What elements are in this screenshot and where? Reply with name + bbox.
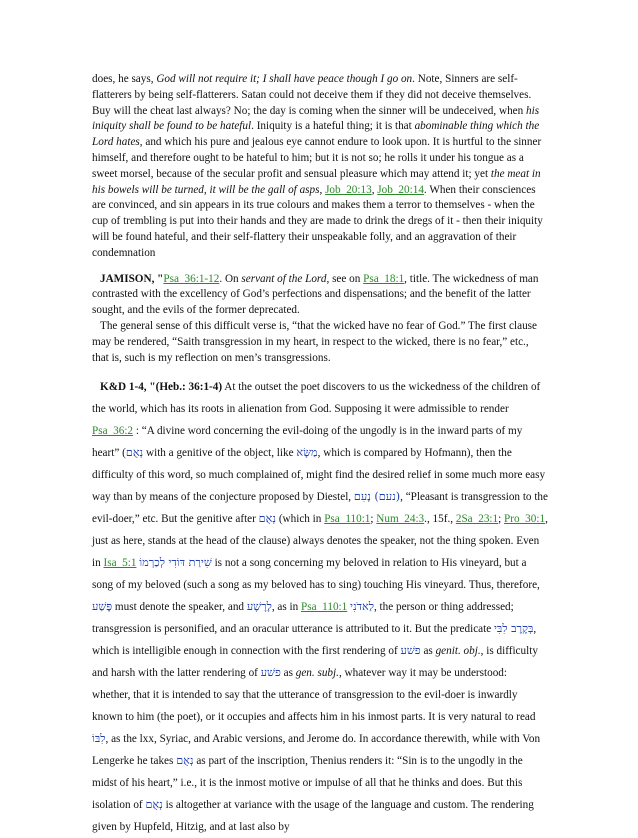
hebrew-word: נְאֻם bbox=[258, 512, 277, 526]
commentary-paragraph-henry bbox=[92, 72, 548, 262]
italic-text: servant of the Lord, bbox=[241, 272, 330, 285]
hebrew-word: מַשָּׂא bbox=[296, 446, 318, 460]
body-text: (which in bbox=[276, 513, 325, 526]
hebrew-word: לָרָשָׁע bbox=[246, 600, 272, 614]
body-text: ; bbox=[498, 513, 505, 526]
body-text: with a genitive of the object, like bbox=[143, 447, 297, 460]
scripture-reference-link[interactable]: Psa_36:1-12 bbox=[163, 272, 220, 285]
body-text: The general sense of this difficult verse is, “that the wicked have no fear of God.” The first clause may be rendered, “Saith transgression in my heart, in respect to the wicked, there is no fear,” etc., that is, such is my reflection on men’s transgressions. bbox=[92, 319, 537, 364]
body-text: ., 15f., bbox=[424, 513, 456, 526]
body-text: see on bbox=[329, 272, 364, 285]
scripture-reference-link[interactable]: Isa_5:1 bbox=[103, 557, 137, 570]
body-text: , “Pleasant is transgression to the evil-doer,” etc. But the genitive after bbox=[92, 491, 548, 526]
commentary-paragraph-kd bbox=[92, 376, 548, 838]
commentary-heading: JAMISON, " bbox=[100, 272, 164, 285]
italic-text: genit. obj. bbox=[435, 645, 481, 658]
body-text: : “A divine word concerning the evil-doing of the ungodly is in the inward parts of my heart” ( bbox=[92, 425, 523, 460]
italic-text: God will not require it; I shall have peace though I go on bbox=[156, 73, 413, 85]
hebrew-word: לִבּוֹ bbox=[92, 732, 106, 746]
scripture-reference-link[interactable]: Psa_110:1 bbox=[324, 513, 371, 526]
scripture-reference-link[interactable]: Psa_110:1 bbox=[301, 601, 348, 614]
body-text: , bbox=[319, 183, 326, 196]
body-text: as bbox=[280, 667, 296, 680]
scripture-reference-link[interactable]: Psa_18:1 bbox=[363, 272, 405, 285]
commentary-paragraph-jamison bbox=[92, 272, 548, 319]
body-text: , whatever way it may be understood: whether, that it is intended to say that the utterance of transgression to the evil-doer is inwardly known to him (the poet), or it occupies and affects him in his inmost parts. It is very natural to read bbox=[92, 667, 536, 724]
italic-text: gen. subj. bbox=[295, 667, 339, 680]
body-text: , which is intelligible enough in connection with the first rendering of bbox=[92, 623, 537, 658]
body-text: as part of the inscription, Thenius renders it: “Sin is to the ungodly in the midst of his heart,” i.e., it is the inmost motive or impulse of all that he thinks and does. But this isolation of bbox=[92, 755, 523, 812]
body-text: , the person or thing addressed; transgression is personified, and an oracular utterance is attributed to it. But the predicate bbox=[92, 601, 514, 636]
commentary-heading: K&D 1-4, "(Heb.: 36:1-4) bbox=[100, 381, 223, 394]
italic-text: his iniquity shall be found to be hateful bbox=[92, 104, 540, 133]
body-text: . When their consciences are convinced, and sin appears in its true colours and makes them a terror to themselves - when the cup of trembling is put into their hands and they are made to drink the dregs of it - then their iniquity will be found hateful, and their self-flattery their unspeakable folly, and an aggravation of their condemnation bbox=[92, 183, 543, 259]
hebrew-word: (נעם) נָעִם bbox=[353, 490, 401, 504]
body-text: , and which his pure and jealous eye cannot endure to look upon. It is hurtful to the sinner himself, and therefore ought to be hateful to him; but it is not so; he rolls it under his tongue as a sweet morsel, because of the secular profit and sensual pleasure which may attend it; yet bbox=[92, 136, 542, 180]
body-text: , which is compared by Hofmann), then the difficulty of this word, so much complained of, might find the desired relief in some much more easy way than by means of the conjecture proposed by Diestel, bbox=[92, 447, 546, 504]
body-text: , is difficulty and harsh with the latter rendering of bbox=[92, 645, 538, 680]
scripture-reference-link[interactable]: Job_20:14 bbox=[377, 183, 424, 196]
body-text: . On bbox=[219, 272, 242, 285]
hebrew-word: פֶּשַׁע bbox=[92, 600, 113, 614]
hebrew-word: פשׁע bbox=[260, 666, 281, 680]
scripture-reference-link[interactable]: Pro_30:1 bbox=[504, 513, 546, 526]
scripture-reference-link[interactable]: Num_24:3 bbox=[376, 513, 425, 526]
body-text: must denote the speaker, and bbox=[112, 601, 247, 614]
scripture-reference-link[interactable]: 2Sa_23:1 bbox=[455, 513, 499, 526]
body-text: , bbox=[371, 183, 378, 196]
body-text: At the outset the poet discovers to us the wickedness of the children of the world, which has its roots in alienation from God. Supposing it were admissible to render bbox=[92, 381, 541, 416]
italic-text: abominable thing which the Lord hates bbox=[92, 120, 540, 149]
scripture-reference-link[interactable]: Job_20:13 bbox=[325, 183, 372, 196]
body-text: ; bbox=[370, 513, 377, 526]
hebrew-word: לַאדֹנִי bbox=[350, 600, 374, 614]
hebrew-word: בְּקֶרֶב לִבִּי bbox=[494, 622, 534, 636]
document-page bbox=[92, 72, 548, 838]
body-text: . Note, Sinners are self-flatterers by being self-flatterers. Satan could not deceive them if they did not deceive themselves. Buy will the cheat last always? No; the day is coming when the sinner will be undeceived, when bbox=[92, 73, 532, 117]
hebrew-word: נְאֻם bbox=[125, 446, 144, 460]
scripture-reference-link[interactable]: Psa_36:2 bbox=[92, 425, 134, 438]
body-text: is altogether at variance with the usage of the language and custom. The rendering given by Hupfeld, Hitzig, and at last also by bbox=[92, 799, 534, 834]
body-text: , just as here, stands at the head of the clause) always denotes the speaker, not the thing spoken. Even in bbox=[92, 513, 548, 570]
hebrew-word: נְאֻם bbox=[145, 798, 163, 812]
commentary-paragraph-jamison-sense bbox=[92, 319, 548, 366]
body-text: , title. The wickedness of man contrasted with the excellency of God’s perfections and dispensations; and the benefit of the latter sought, and the evils of the former deprecated. bbox=[92, 272, 539, 317]
body-text: , as the lxx, Syriac, and Arabic versions, and Jerome do. In accordance therewith, while with Von Lengerke he takes bbox=[92, 733, 541, 768]
body-text: . Iniquity is a hateful thing; it is that bbox=[251, 120, 415, 133]
italic-text: the meat in his bowels will be turned, it will be the gall of asps bbox=[92, 167, 541, 196]
hebrew-word: שִׁירַת דּוֹדִי לְכַרְמוֹ bbox=[139, 556, 212, 570]
body-text: , as in bbox=[271, 601, 302, 614]
hebrew-word: פשׁע bbox=[400, 644, 421, 658]
body-text: as bbox=[420, 645, 436, 658]
body-text: does, he says, bbox=[92, 73, 157, 85]
body-text: is not a song concerning my beloved in relation to His vineyard, but a song of my beloved (such a song as my beloved has to sing) touching His vineyard. Thus, therefore, bbox=[92, 557, 540, 592]
hebrew-word: נְאֻם bbox=[176, 754, 194, 768]
